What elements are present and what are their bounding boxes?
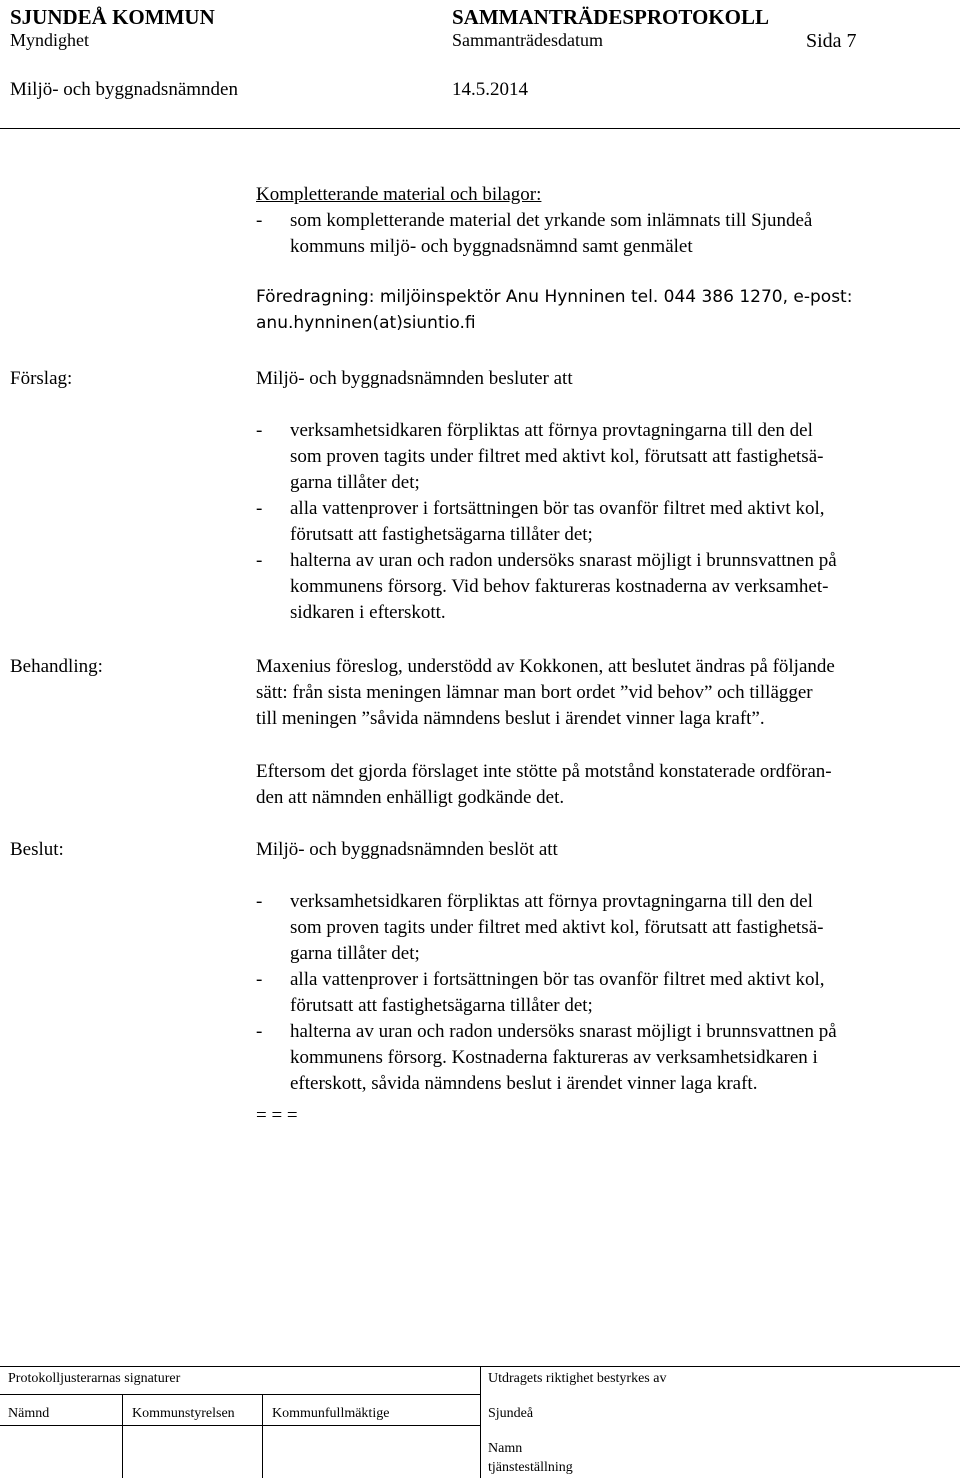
list-item [256, 889, 837, 967]
list-item [256, 1019, 837, 1097]
list-item [256, 967, 837, 1019]
authority-label: Myndighet [10, 30, 89, 50]
presenter-email: anu.hynninen(at)siuntio.fi [256, 313, 476, 333]
page-number: Sida 7 [806, 30, 857, 52]
supplement-item-line2: kommuns miljö- och byggnadsnämnd samt genmälet [290, 236, 693, 257]
list-item-text: verksamhetsidkaren förpliktas att förnya provtagningarna till den del som proven tagits under filtret med aktivt kol, förutsatt att fastighetsä- garna tillåter det; [290, 420, 824, 493]
list-item-text: alla vattenprover i fortsättningen bör tas ovanför filtret med aktivt kol, förutsatt att fastighetsägarna tillåter det; [290, 969, 825, 1016]
column-namnd: Nämnd [8, 1406, 50, 1421]
certified-label: Utdragets riktighet bestyrkes av [488, 1371, 667, 1386]
list-item [256, 496, 837, 548]
meeting-date: 14.5.2014 [452, 79, 528, 100]
list-item-text: halterna av uran och radon undersöks snarast möjligt i brunnsvattnen på kommunens försorg. Vid behov faktureras kostnaderna av verksamhet- sidkaren i efterskott. [290, 550, 837, 623]
end-mark: = = = [256, 1105, 298, 1126]
supplement-dash: - [256, 210, 263, 231]
proposal-intro: Miljö- och byggnadsnämnden besluter att [256, 368, 573, 389]
list-dash: - [256, 498, 263, 519]
decision-list [256, 889, 837, 1097]
date-label: Sammanträdesdatum [452, 30, 603, 50]
treatment-para1-line1: Maxenius föreslog, understödd av Kokkonen, att beslutet ändras på följande [256, 656, 835, 677]
list-item-text: halterna av uran och radon undersöks snarast möjligt i brunnsvattnen på kommunens försorg. Kostnaderna faktureras av verksamhetsidkaren i efterskott, såvida nämndens beslut i ärendet vinner laga kraft. [290, 1021, 837, 1094]
header-divider [0, 128, 960, 129]
footer-divider [480, 1366, 481, 1478]
list-dash: - [256, 891, 263, 912]
supplement-item-line1: som kompletterande material det yrkande som inlämnats till Sjundeå [290, 210, 813, 231]
treatment-para1-line3: till meningen ”såvida nämndens beslut i ärendet vinner laga kraft”. [256, 708, 765, 729]
footer-col-rule [262, 1394, 263, 1478]
list-dash: - [256, 420, 263, 441]
footer-mid-rule [0, 1394, 480, 1395]
list-item [256, 548, 837, 626]
list-dash: - [256, 969, 263, 990]
list-dash: - [256, 550, 263, 571]
footer-place: Sjundeå [488, 1406, 534, 1421]
treatment-para1-line2: sätt: från sista meningen lämnar man bort ordet ”vid behov” och tillägger [256, 682, 813, 703]
decision-intro: Miljö- och byggnadsnämnden beslöt att [256, 839, 558, 860]
presenter-line1: Föredragning: miljöinspektör Anu Hynninen tel. 044 386 1270, e-post: [256, 287, 853, 307]
list-dash: - [256, 1021, 263, 1042]
list-item-text: verksamhetsidkaren förpliktas att förnya provtagningarna till den del som proven tagits under filtret med aktivt kol, förutsatt att fastighetsä- garna tillåter det; [290, 891, 824, 964]
list-item-text: alla vattenprover i fortsättningen bör tas ovanför filtret med aktivt kol, förutsatt att fastighetsägarna tillåter det; [290, 498, 825, 545]
footer-row-rule [0, 1425, 480, 1426]
position-label: tjänsteställning [488, 1460, 573, 1475]
column-kommunfullmaktige: Kommunfullmäktige [272, 1406, 390, 1421]
treatment-para2-line2: den att nämnden enhälligt godkände det. [256, 787, 565, 808]
supplement-heading: Kompletterande material och bilagor: [256, 184, 542, 205]
proposal-list [256, 418, 837, 626]
list-item [256, 418, 837, 496]
decision-label: Beslut: [10, 839, 64, 860]
org-name: SJUNDEÅ KOMMUN [10, 5, 215, 29]
name-label: Namn [488, 1441, 523, 1456]
authority-name: Miljö- och byggnadsnämnden [10, 79, 238, 100]
column-kommunstyrelsen: Kommunstyrelsen [132, 1406, 235, 1421]
footer-col-rule [122, 1394, 123, 1478]
proposal-label: Förslag: [10, 368, 73, 389]
signatures-label: Protokolljusterarnas signaturer [8, 1371, 181, 1386]
treatment-label: Behandling: [10, 656, 103, 677]
treatment-para2-line1: Eftersom det gjorda förslaget inte stötte på motstånd konstaterade ordföran- [256, 761, 832, 782]
document-type: SAMMANTRÄDESPROTOKOLL [452, 5, 769, 29]
